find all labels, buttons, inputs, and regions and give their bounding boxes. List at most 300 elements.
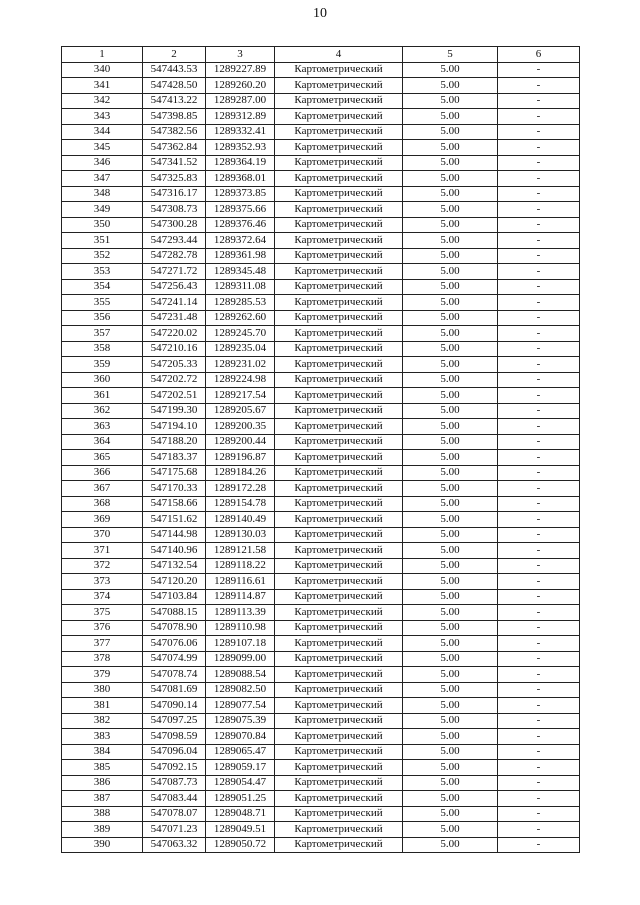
note-cell: -	[498, 822, 580, 838]
y-coordinate-cell: 1289372.64	[206, 233, 275, 249]
accuracy-cell: 5.00	[403, 171, 498, 187]
point-number-cell: 372	[62, 558, 143, 574]
method-cell: Картометрический	[275, 93, 403, 109]
y-coordinate-cell: 1289075.39	[206, 713, 275, 729]
point-number-cell: 367	[62, 481, 143, 497]
table-row	[62, 279, 580, 295]
table-row	[62, 419, 580, 435]
accuracy-cell: 5.00	[403, 372, 498, 388]
y-coordinate-cell: 1289262.60	[206, 310, 275, 326]
note-cell: -	[498, 527, 580, 543]
point-number-cell: 361	[62, 388, 143, 404]
point-number-cell: 350	[62, 217, 143, 233]
table-row	[62, 636, 580, 652]
table-row	[62, 310, 580, 326]
y-coordinate-cell: 1289311.08	[206, 279, 275, 295]
method-cell: Картометрический	[275, 326, 403, 342]
note-cell: -	[498, 93, 580, 109]
x-coordinate-cell: 547308.73	[143, 202, 206, 218]
method-cell: Картометрический	[275, 682, 403, 698]
x-coordinate-cell: 547413.22	[143, 93, 206, 109]
point-number-cell: 369	[62, 512, 143, 528]
y-coordinate-cell: 1289054.47	[206, 775, 275, 791]
y-coordinate-cell: 1289121.58	[206, 543, 275, 559]
table-row	[62, 434, 580, 450]
x-coordinate-cell: 547140.96	[143, 543, 206, 559]
x-coordinate-cell: 547271.72	[143, 264, 206, 280]
y-coordinate-cell: 1289373.85	[206, 186, 275, 202]
note-cell: -	[498, 109, 580, 125]
note-cell: -	[498, 155, 580, 171]
accuracy-cell: 5.00	[403, 186, 498, 202]
point-number-cell: 363	[62, 419, 143, 435]
y-coordinate-cell: 1289059.17	[206, 760, 275, 776]
y-coordinate-cell: 1289205.67	[206, 403, 275, 419]
x-coordinate-cell: 547428.50	[143, 78, 206, 94]
note-cell: -	[498, 465, 580, 481]
method-cell: Картометрический	[275, 171, 403, 187]
x-coordinate-cell: 547194.10	[143, 419, 206, 435]
point-number-cell: 348	[62, 186, 143, 202]
accuracy-cell: 5.00	[403, 527, 498, 543]
y-coordinate-cell: 1289260.20	[206, 78, 275, 94]
method-cell: Картометрический	[275, 62, 403, 78]
x-coordinate-cell: 547071.23	[143, 822, 206, 838]
note-cell: -	[498, 667, 580, 683]
note-cell: -	[498, 186, 580, 202]
accuracy-cell: 5.00	[403, 388, 498, 404]
note-cell: -	[498, 78, 580, 94]
note-cell: -	[498, 388, 580, 404]
table-row	[62, 729, 580, 745]
note-cell: -	[498, 434, 580, 450]
point-number-cell: 342	[62, 93, 143, 109]
y-coordinate-cell: 1289184.26	[206, 465, 275, 481]
method-cell: Картометрический	[275, 713, 403, 729]
y-coordinate-cell: 1289065.47	[206, 744, 275, 760]
y-coordinate-cell: 1289287.00	[206, 93, 275, 109]
method-cell: Картометрический	[275, 744, 403, 760]
point-number-cell: 345	[62, 140, 143, 156]
point-number-cell: 375	[62, 605, 143, 621]
method-cell: Картометрический	[275, 248, 403, 264]
y-coordinate-cell: 1289082.50	[206, 682, 275, 698]
y-coordinate-cell: 1289368.01	[206, 171, 275, 187]
accuracy-cell: 5.00	[403, 341, 498, 357]
method-cell: Картометрический	[275, 434, 403, 450]
point-number-cell: 373	[62, 574, 143, 590]
method-cell: Картометрический	[275, 574, 403, 590]
y-coordinate-cell: 1289050.72	[206, 837, 275, 853]
table-row	[62, 698, 580, 714]
table-row	[62, 140, 580, 156]
accuracy-cell: 5.00	[403, 78, 498, 94]
x-coordinate-cell: 547341.52	[143, 155, 206, 171]
x-coordinate-cell: 547096.04	[143, 744, 206, 760]
note-cell: -	[498, 512, 580, 528]
method-cell: Картометрический	[275, 419, 403, 435]
method-cell: Картометрический	[275, 775, 403, 791]
note-cell: -	[498, 124, 580, 140]
point-number-cell: 378	[62, 651, 143, 667]
table-row	[62, 589, 580, 605]
note-cell: -	[498, 589, 580, 605]
point-number-cell: 370	[62, 527, 143, 543]
table-row	[62, 186, 580, 202]
accuracy-cell: 5.00	[403, 636, 498, 652]
column-header: 4	[275, 47, 403, 63]
note-cell: -	[498, 775, 580, 791]
x-coordinate-cell: 547183.37	[143, 450, 206, 466]
point-number-cell: 344	[62, 124, 143, 140]
table-row	[62, 651, 580, 667]
table-row	[62, 403, 580, 419]
y-coordinate-cell: 1289077.54	[206, 698, 275, 714]
x-coordinate-cell: 547170.33	[143, 481, 206, 497]
method-cell: Картометрический	[275, 403, 403, 419]
table-row	[62, 62, 580, 78]
accuracy-cell: 5.00	[403, 155, 498, 171]
accuracy-cell: 5.00	[403, 434, 498, 450]
method-cell: Картометрический	[275, 450, 403, 466]
note-cell: -	[498, 295, 580, 311]
method-cell: Картометрический	[275, 651, 403, 667]
method-cell: Картометрический	[275, 217, 403, 233]
point-number-cell: 390	[62, 837, 143, 853]
method-cell: Картометрический	[275, 264, 403, 280]
table-row	[62, 775, 580, 791]
point-number-cell: 354	[62, 279, 143, 295]
accuracy-cell: 5.00	[403, 310, 498, 326]
x-coordinate-cell: 547078.74	[143, 667, 206, 683]
table-row	[62, 233, 580, 249]
note-cell: -	[498, 481, 580, 497]
accuracy-cell: 5.00	[403, 760, 498, 776]
note-cell: -	[498, 310, 580, 326]
note-cell: -	[498, 419, 580, 435]
accuracy-cell: 5.00	[403, 140, 498, 156]
note-cell: -	[498, 744, 580, 760]
accuracy-cell: 5.00	[403, 124, 498, 140]
method-cell: Картометрический	[275, 527, 403, 543]
column-header: 3	[206, 47, 275, 63]
method-cell: Картометрический	[275, 202, 403, 218]
column-header: 2	[143, 47, 206, 63]
point-number-cell: 341	[62, 78, 143, 94]
x-coordinate-cell: 547293.44	[143, 233, 206, 249]
point-number-cell: 388	[62, 806, 143, 822]
table-row	[62, 326, 580, 342]
table-row	[62, 465, 580, 481]
note-cell: -	[498, 574, 580, 590]
point-number-cell: 376	[62, 620, 143, 636]
x-coordinate-cell: 547083.44	[143, 791, 206, 807]
accuracy-cell: 5.00	[403, 465, 498, 481]
x-coordinate-cell: 547300.28	[143, 217, 206, 233]
note-cell: -	[498, 651, 580, 667]
x-coordinate-cell: 547210.16	[143, 341, 206, 357]
point-number-cell: 382	[62, 713, 143, 729]
note-cell: -	[498, 233, 580, 249]
y-coordinate-cell: 1289172.28	[206, 481, 275, 497]
x-coordinate-cell: 547202.72	[143, 372, 206, 388]
method-cell: Картометрический	[275, 388, 403, 404]
note-cell: -	[498, 341, 580, 357]
accuracy-cell: 5.00	[403, 651, 498, 667]
y-coordinate-cell: 1289118.22	[206, 558, 275, 574]
point-number-cell: 384	[62, 744, 143, 760]
method-cell: Картометрический	[275, 512, 403, 528]
y-coordinate-cell: 1289235.04	[206, 341, 275, 357]
point-number-cell: 380	[62, 682, 143, 698]
x-coordinate-cell: 547087.73	[143, 775, 206, 791]
table-row	[62, 109, 580, 125]
accuracy-cell: 5.00	[403, 326, 498, 342]
x-coordinate-cell: 547175.68	[143, 465, 206, 481]
x-coordinate-cell: 547078.07	[143, 806, 206, 822]
page-number: 10	[313, 6, 327, 21]
point-number-cell: 366	[62, 465, 143, 481]
note-cell: -	[498, 682, 580, 698]
table-row	[62, 248, 580, 264]
x-coordinate-cell: 547088.15	[143, 605, 206, 621]
table-row	[62, 682, 580, 698]
point-number-cell: 364	[62, 434, 143, 450]
point-number-cell: 356	[62, 310, 143, 326]
table-header-row	[62, 47, 580, 63]
x-coordinate-cell: 547098.59	[143, 729, 206, 745]
x-coordinate-cell: 547078.90	[143, 620, 206, 636]
accuracy-cell: 5.00	[403, 698, 498, 714]
accuracy-cell: 5.00	[403, 481, 498, 497]
y-coordinate-cell: 1289312.89	[206, 109, 275, 125]
table-row	[62, 171, 580, 187]
point-number-cell: 365	[62, 450, 143, 466]
method-cell: Картометрический	[275, 698, 403, 714]
note-cell: -	[498, 558, 580, 574]
x-coordinate-cell: 547316.17	[143, 186, 206, 202]
table-row	[62, 527, 580, 543]
point-number-cell: 352	[62, 248, 143, 264]
method-cell: Картометрический	[275, 543, 403, 559]
accuracy-cell: 5.00	[403, 605, 498, 621]
x-coordinate-cell: 547132.54	[143, 558, 206, 574]
point-number-cell: 358	[62, 341, 143, 357]
x-coordinate-cell: 547362.84	[143, 140, 206, 156]
method-cell: Картометрический	[275, 310, 403, 326]
method-cell: Картометрический	[275, 837, 403, 853]
method-cell: Картометрический	[275, 822, 403, 838]
accuracy-cell: 5.00	[403, 620, 498, 636]
table-row	[62, 481, 580, 497]
method-cell: Картометрический	[275, 496, 403, 512]
note-cell: -	[498, 806, 580, 822]
x-coordinate-cell: 547220.02	[143, 326, 206, 342]
point-number-cell: 386	[62, 775, 143, 791]
method-cell: Картометрический	[275, 295, 403, 311]
y-coordinate-cell: 1289110.98	[206, 620, 275, 636]
accuracy-cell: 5.00	[403, 837, 498, 853]
y-coordinate-cell: 1289224.98	[206, 372, 275, 388]
table-row	[62, 806, 580, 822]
note-cell: -	[498, 837, 580, 853]
accuracy-cell: 5.00	[403, 248, 498, 264]
x-coordinate-cell: 547199.30	[143, 403, 206, 419]
method-cell: Картометрический	[275, 667, 403, 683]
method-cell: Картометрический	[275, 186, 403, 202]
y-coordinate-cell: 1289099.00	[206, 651, 275, 667]
accuracy-cell: 5.00	[403, 233, 498, 249]
y-coordinate-cell: 1289364.19	[206, 155, 275, 171]
y-coordinate-cell: 1289231.02	[206, 357, 275, 373]
x-coordinate-cell: 547256.43	[143, 279, 206, 295]
y-coordinate-cell: 1289113.39	[206, 605, 275, 621]
method-cell: Картометрический	[275, 78, 403, 94]
point-number-cell: 377	[62, 636, 143, 652]
x-coordinate-cell: 547063.32	[143, 837, 206, 853]
accuracy-cell: 5.00	[403, 713, 498, 729]
accuracy-cell: 5.00	[403, 295, 498, 311]
table-row	[62, 822, 580, 838]
table-row	[62, 357, 580, 373]
x-coordinate-cell: 547092.15	[143, 760, 206, 776]
note-cell: -	[498, 713, 580, 729]
note-cell: -	[498, 217, 580, 233]
table-row	[62, 837, 580, 853]
accuracy-cell: 5.00	[403, 109, 498, 125]
point-number-cell: 351	[62, 233, 143, 249]
table-row	[62, 713, 580, 729]
x-coordinate-cell: 547158.66	[143, 496, 206, 512]
x-coordinate-cell: 547097.25	[143, 713, 206, 729]
table-body	[62, 62, 580, 853]
point-number-cell: 359	[62, 357, 143, 373]
method-cell: Картометрический	[275, 341, 403, 357]
accuracy-cell: 5.00	[403, 822, 498, 838]
method-cell: Картометрический	[275, 636, 403, 652]
table-row	[62, 93, 580, 109]
x-coordinate-cell: 547282.78	[143, 248, 206, 264]
table-row	[62, 341, 580, 357]
note-cell: -	[498, 496, 580, 512]
method-cell: Картометрический	[275, 729, 403, 745]
accuracy-cell: 5.00	[403, 512, 498, 528]
accuracy-cell: 5.00	[403, 357, 498, 373]
point-number-cell: 360	[62, 372, 143, 388]
y-coordinate-cell: 1289107.18	[206, 636, 275, 652]
note-cell: -	[498, 248, 580, 264]
point-number-cell: 387	[62, 791, 143, 807]
y-coordinate-cell: 1289051.25	[206, 791, 275, 807]
note-cell: -	[498, 372, 580, 388]
note-cell: -	[498, 620, 580, 636]
y-coordinate-cell: 1289130.03	[206, 527, 275, 543]
coordinates-table	[61, 46, 580, 853]
x-coordinate-cell: 547382.56	[143, 124, 206, 140]
x-coordinate-cell: 547443.53	[143, 62, 206, 78]
method-cell: Картометрический	[275, 481, 403, 497]
y-coordinate-cell: 1289154.78	[206, 496, 275, 512]
accuracy-cell: 5.00	[403, 403, 498, 419]
y-coordinate-cell: 1289048.71	[206, 806, 275, 822]
accuracy-cell: 5.00	[403, 279, 498, 295]
method-cell: Картометрический	[275, 140, 403, 156]
table-row	[62, 620, 580, 636]
method-cell: Картометрический	[275, 791, 403, 807]
point-number-cell: 381	[62, 698, 143, 714]
x-coordinate-cell: 547205.33	[143, 357, 206, 373]
table-row	[62, 667, 580, 683]
note-cell: -	[498, 729, 580, 745]
y-coordinate-cell: 1289114.87	[206, 589, 275, 605]
x-coordinate-cell: 547241.14	[143, 295, 206, 311]
note-cell: -	[498, 760, 580, 776]
note-cell: -	[498, 140, 580, 156]
table-row	[62, 744, 580, 760]
accuracy-cell: 5.00	[403, 264, 498, 280]
y-coordinate-cell: 1289352.93	[206, 140, 275, 156]
table-row	[62, 760, 580, 776]
method-cell: Картометрический	[275, 109, 403, 125]
y-coordinate-cell: 1289227.89	[206, 62, 275, 78]
method-cell: Картометрический	[275, 558, 403, 574]
table-row	[62, 791, 580, 807]
table-row	[62, 558, 580, 574]
note-cell: -	[498, 202, 580, 218]
accuracy-cell: 5.00	[403, 729, 498, 745]
table-row	[62, 124, 580, 140]
note-cell: -	[498, 279, 580, 295]
method-cell: Картометрический	[275, 124, 403, 140]
accuracy-cell: 5.00	[403, 62, 498, 78]
note-cell: -	[498, 357, 580, 373]
note-cell: -	[498, 636, 580, 652]
table-row	[62, 450, 580, 466]
x-coordinate-cell: 547151.62	[143, 512, 206, 528]
accuracy-cell: 5.00	[403, 791, 498, 807]
point-number-cell: 379	[62, 667, 143, 683]
point-number-cell: 353	[62, 264, 143, 280]
column-header: 6	[498, 47, 580, 63]
note-cell: -	[498, 171, 580, 187]
point-number-cell: 362	[62, 403, 143, 419]
x-coordinate-cell: 547074.99	[143, 651, 206, 667]
y-coordinate-cell: 1289345.48	[206, 264, 275, 280]
point-number-cell: 389	[62, 822, 143, 838]
y-coordinate-cell: 1289375.66	[206, 202, 275, 218]
table-row	[62, 295, 580, 311]
x-coordinate-cell: 547120.20	[143, 574, 206, 590]
x-coordinate-cell: 547231.48	[143, 310, 206, 326]
method-cell: Картометрический	[275, 155, 403, 171]
point-number-cell: 374	[62, 589, 143, 605]
note-cell: -	[498, 791, 580, 807]
x-coordinate-cell: 547325.83	[143, 171, 206, 187]
note-cell: -	[498, 605, 580, 621]
point-number-cell: 357	[62, 326, 143, 342]
y-coordinate-cell: 1289196.87	[206, 450, 275, 466]
method-cell: Картометрический	[275, 279, 403, 295]
point-number-cell: 371	[62, 543, 143, 559]
note-cell: -	[498, 264, 580, 280]
method-cell: Картометрический	[275, 372, 403, 388]
note-cell: -	[498, 450, 580, 466]
table-row	[62, 372, 580, 388]
method-cell: Картометрический	[275, 605, 403, 621]
point-number-cell: 368	[62, 496, 143, 512]
y-coordinate-cell: 1289140.49	[206, 512, 275, 528]
x-coordinate-cell: 547076.06	[143, 636, 206, 652]
